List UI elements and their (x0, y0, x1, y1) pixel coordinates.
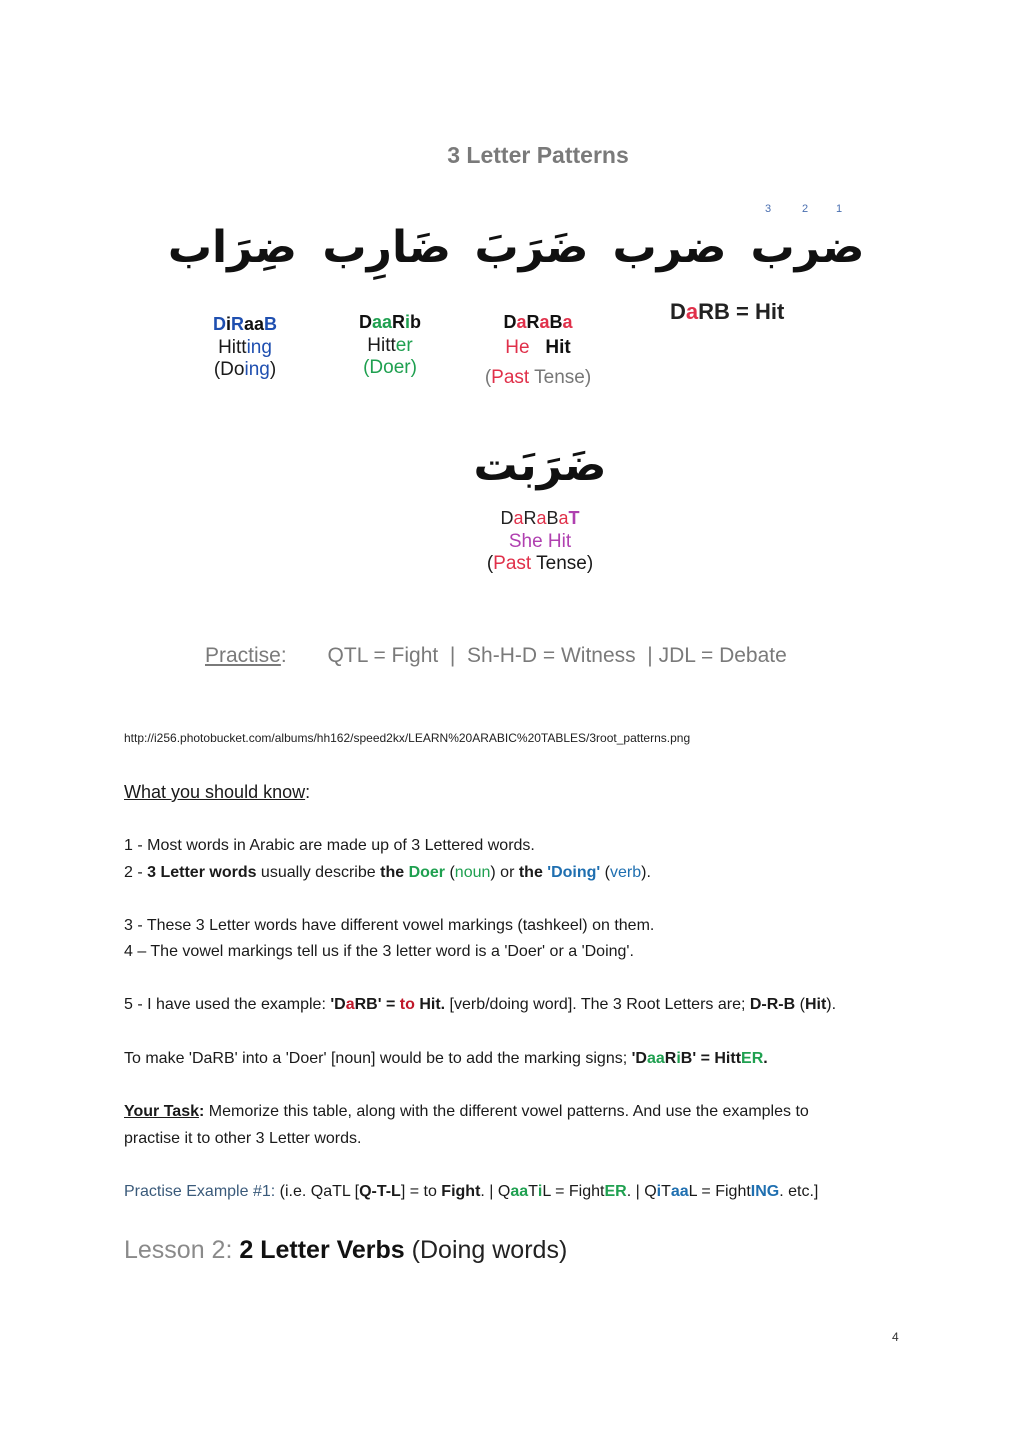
label-daarib (325, 312, 455, 379)
figure-title: 3 Letter Patterns (447, 142, 629, 168)
meaning-daraba: He Hit (505, 337, 571, 358)
know-heading: What you should know: (124, 782, 311, 802)
meaning-daarib: Hitter (367, 335, 413, 356)
task-line-1: Your Task: Memorize this table, along with the different vowel patterns. And use the examples to (124, 1103, 809, 1120)
practise-examples: QTL = Fight | Sh-H-D = Witness | JDL = Debate (327, 644, 787, 667)
figure-practise-line: Practise: QTL = Fight | Sh-H-D = Witness | JDL = Debate (205, 644, 787, 667)
label-diraab (180, 314, 310, 381)
line-4: 4 – The vowel markings tell us if the 3 letter word is a 'Doer' or a 'Doing'. (124, 943, 634, 960)
line-3: 3 - These 3 Letter words have different vowel markings (tashkeel) on them. (124, 917, 655, 934)
translit-darabat: DaRaBaT (500, 508, 580, 528)
root-number-1: 1 (836, 203, 843, 215)
task-line-2: practise it to other 3 Letter words. (124, 1130, 362, 1147)
line-6: To make 'DaRB' into a 'Doer' [noun] would be to add the marking signs; 'DaaRiB' = HittER. (124, 1050, 768, 1067)
translit-daarib: DaaRib (358, 312, 422, 332)
line-5: 5 - I have used the example: 'DaRB' = to Hit. [verb/doing word]. The 3 Root Letters are; D-R-B (Hit). (124, 996, 837, 1013)
page-number: 4 (892, 1330, 899, 1344)
arabic-word-daraba: ضَرَبَ (474, 222, 589, 273)
lesson-heading: Lesson 2: 2 Letter Verbs (Doing words) (124, 1236, 568, 1264)
task-label: Your Task (124, 1103, 199, 1120)
line-1: 1 - Most words in Arabic are made up of 3 Lettered words. (124, 837, 535, 854)
practise-label: Practise (205, 644, 281, 667)
arabic-word-darb: ضرب (612, 222, 727, 273)
translit-diraab: DiRaaB (212, 314, 278, 334)
source-url: http://i256.photobucket.com/albums/hh162/speed2kx/LEARN%20ARABIC%20TABLES/3root_patterns.png (124, 731, 691, 745)
note-daraba: (Past Tense) (484, 367, 592, 388)
meaning-darabat: She Hit (508, 531, 572, 552)
note-diraab: (Doing) (213, 359, 277, 380)
arabic-word-root: ضرب (750, 222, 865, 273)
translit-daraba: DaRaBa (503, 312, 573, 332)
note-daarib: (Doer) (363, 357, 417, 378)
note-darabat: (Past Tense) (486, 553, 594, 574)
label-darabat (455, 508, 625, 575)
practise-example: Practise Example #1: (i.e. QaTL [Q-T-L] = to Fight. | QaaTiL = FightER. | QiTaaL = FightING. etc.] (124, 1183, 819, 1200)
root-number-3: 3 (765, 203, 772, 215)
line-2: 2 - 3 Letter words usually describe the Doer (noun) or the 'Doing' (verb). (124, 864, 651, 881)
arabic-word-diraab: ضِرَاب (167, 222, 297, 273)
arabic-word-darabat: ضَرَبَت (473, 440, 607, 491)
root-number-2: 2 (802, 203, 809, 215)
arabic-word-daarib: ضَارِب (322, 222, 451, 273)
label-darb-equals-hit: DaRB = Hit (670, 299, 785, 324)
meaning-diraab: Hitting (218, 337, 272, 358)
label-daraba (468, 312, 608, 389)
